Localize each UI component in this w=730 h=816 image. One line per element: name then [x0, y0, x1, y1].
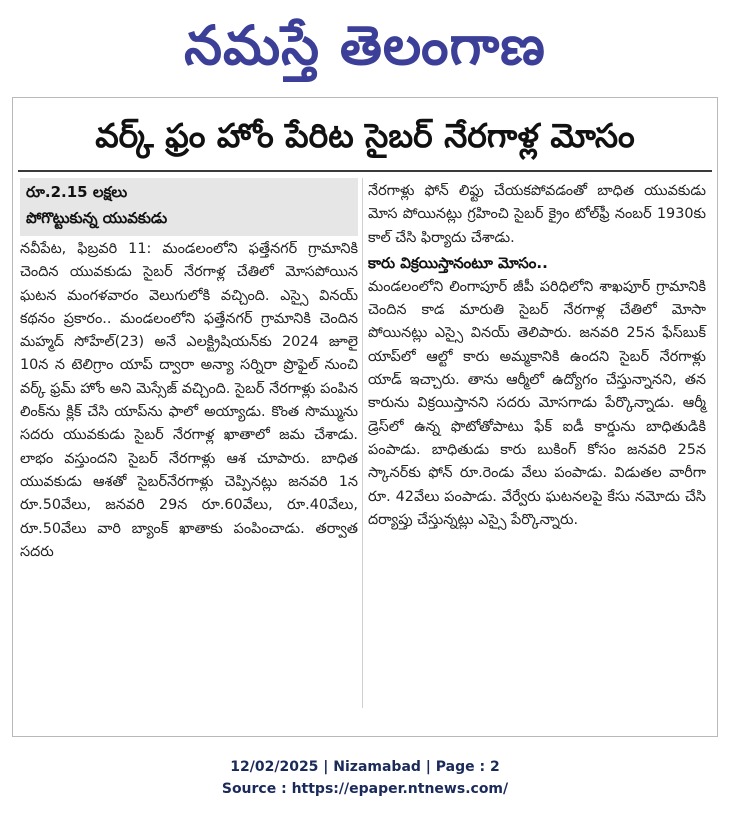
source-url: Source : https://epaper.ntnews.com/ — [221, 781, 509, 797]
article-column-right — [368, 180, 706, 710]
right-body-text-1: నేరగాళ్లు ఫోన్‌ లిఫ్టు చేయకపోవడంతో బాధిత యువకుడు మోస పోయినట్లు గ్రహించి సైబర్‌ క్రైం టోల్‌ఫ్రీ నంబర్‌ 1930కు కాల్‌ చేసి ఫిర్యాదు చేశాడు. — [368, 183, 706, 246]
masthead — [0, 0, 730, 92]
column-divider — [362, 178, 363, 708]
edition-info: 12/02/2025 | Nizamabad | Page : 2 — [230, 759, 500, 775]
article-headline: వర్క్‌ ఫ్రం హోం పేరిట సైబర్‌ నేరగాళ్ల మోసం — [95, 116, 635, 155]
kicker-line-1: రూ.2.15 లక్షలు — [26, 183, 128, 201]
article-column-left — [20, 238, 358, 708]
source-footer — [0, 756, 730, 800]
headline-rule — [18, 170, 712, 172]
article-subhead: కారు విక్రయిస్తానంటూ మోసం.. — [368, 253, 548, 272]
newspaper-logo: నమస్తే తెలంగాణ — [184, 14, 546, 77]
right-body-text-2: మండలంలోని లింగాపూర్‌ జీపీ పరిధిలోని శాఖపూర్‌ గ్రామానికి చెందిన కాడ మారుతి సైబర్‌ నేరగాళ్ల చేతిలో మోసా పోయినట్లు ఎస్సై వినయ్‌ తెలిపారు. జనవరి 25న ఫేస్‌బుక్‌ యాప్‌లో ఆల్టో కారు అమ్మకానికి ఉందని సైబర్‌ నేరగాళ్లు యాడ్‌ ఇచ్చారు. తాను ఆర్మీలో ఉద్యోగం చేస్తున్నానని, తన కారును విక్రయిస్తానని సదరు మోసగాడు పేర్కొన్నాడు. ఆర్మీ డ్రెస్‌లో ఉన్న ఫొటోతోపాటు ఫేక్‌ ఐడీ కార్డును బాధితుడికి పంపాడు. బాధితుడు కారు బుకింగ్‌ కోసం జనవరి 25న స్కానర్‌కు ఫోన్‌ రూ.రెండు వేలు పంపాడు. విడుతల వారీగా రూ. 42వేలు పంపాడు. వేర్వేరు ఘటనలపై కేసు నమోదు చేసి దర్యాప్తు చేస్తున్నట్లు ఎస్సై పేర్కొన్నారు. — [368, 278, 706, 528]
left-body-text: నవీపేట, ఫిబ్రవరి 11: మండలంలోని ఫత్తేనగర్‌ గ్రామానికి చెందిన యువకుడు సైబర్‌ నేరగాళ్ల చేతిలో మోసపోయిన ఘటన మంగళవారం వెలుగులోకి వచ్చింది. ఎస్సై వినయ్‌ కథనం ప్రకారం.. మండలంలోని ఫత్తేనగర్‌ గ్రామానికి చెందిన మహ్మద్‌ సోహేల్‌(23) అనే ఎలక్ట్రిషియన్‌కు 2024 జూలై 10న న టెలిగ్రాం యాప్‌ ద్వారా అన్యా సర్నిరా ప్రొఫైల్‌ నుంచి వర్క్‌ ఫ్రమ్‌ హోం అని మెస్సేజ్‌ వచ్చింది. సైబర్‌ నేరగాళ్లు పంపిన లింక్‌ను క్లిక్‌ చేసి యాప్‌ను ఫాలో అయ్యాడు. కొంత సొమ్మును సదరు యువకుడు సైబర్‌ నేరగాళ్ల ఖాతాలో జమ చేశాడు. లాభం వస్తుందని సైబర్‌ నేరగాళ్లు ఆశ చూపారు. బాధిత యువకుడు ఆశతో సైబర్‌నేరగాళ్లు చెప్పినట్లు జనవరి 1న రూ.50వేలు, జనవరి 29న రూ.60వేలు, రూ.40వేలు, రూ.50వేలు వారి బ్యాంక్‌ ఖాతాకు పంపించాడు. తర్వాత సదరు — [20, 241, 358, 560]
kicker-line-2: పోగొట్టుకున్న యువకుడు — [26, 209, 168, 227]
